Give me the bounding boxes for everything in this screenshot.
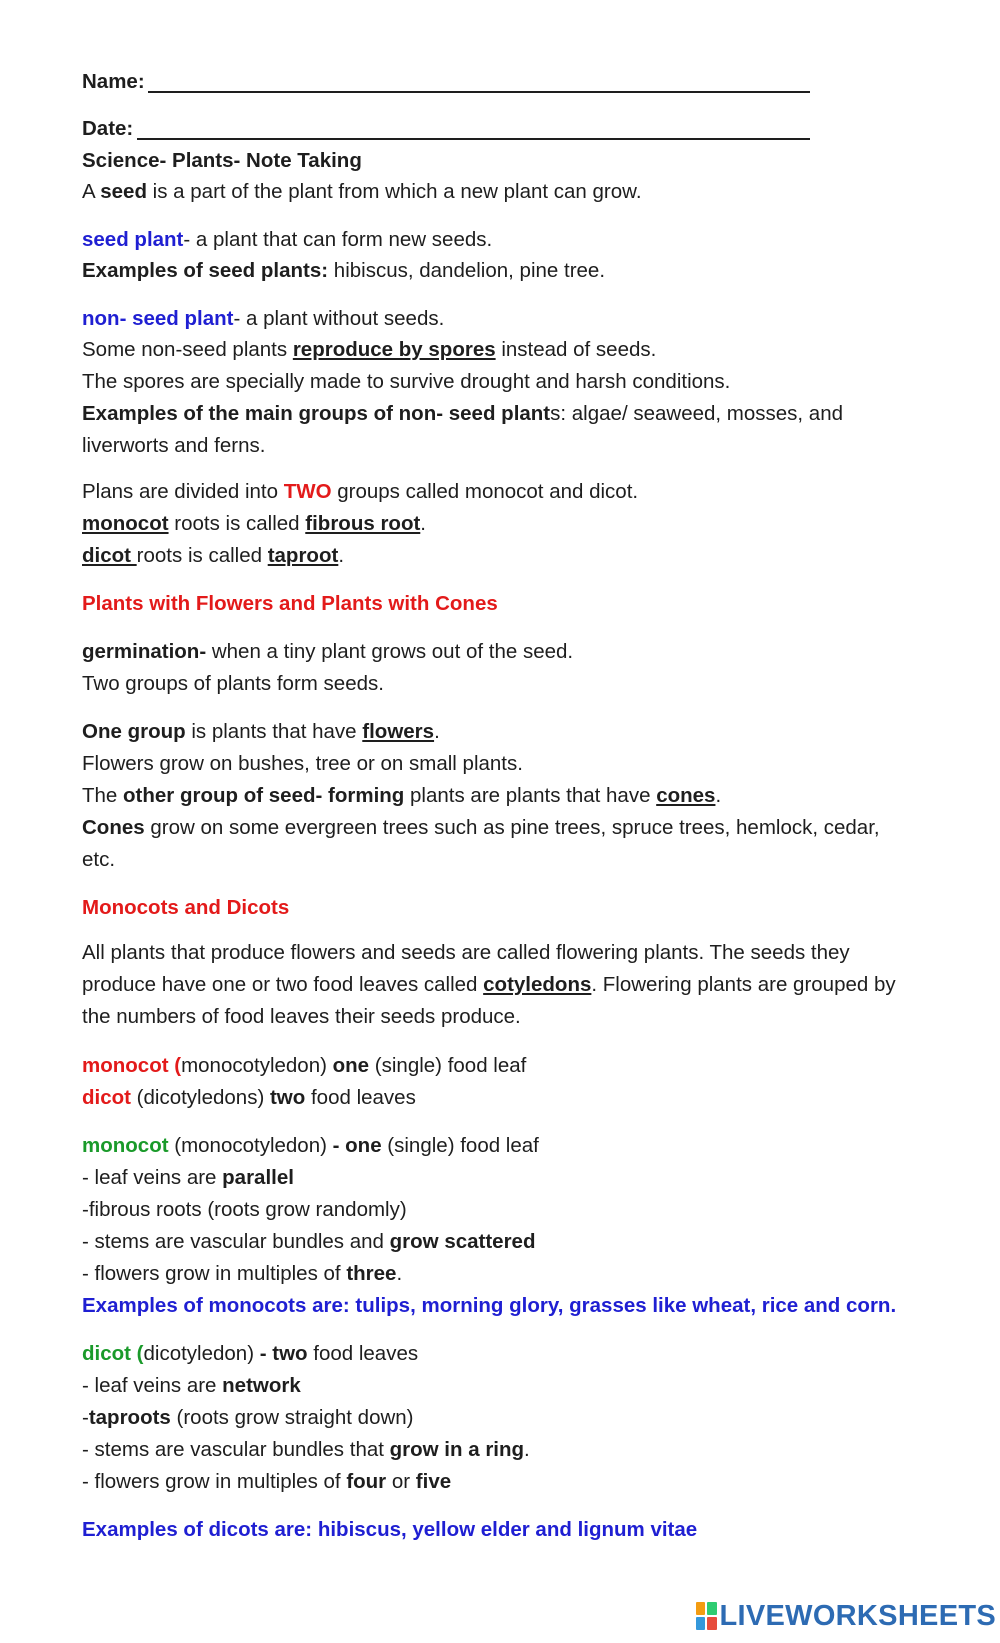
monocot-summary: monocot (monocotyledon) one (single) food leaf xyxy=(82,1054,527,1077)
name-input-line[interactable] xyxy=(148,91,810,93)
dicot-stems: - stems are vascular bundles that grow in a ring. xyxy=(82,1438,530,1461)
non-seed-plant-definition: non- seed plant- a plant without seeds. xyxy=(82,307,445,330)
non-seed-spores: Some non-seed plants reproduce by spores instead of seeds. xyxy=(82,338,657,361)
logo-square-2 xyxy=(707,1602,716,1615)
monocot-roots: monocot roots is called fibrous root. xyxy=(82,512,426,535)
seed-definition: A seed is a part of the plant from which a new plant can grow. xyxy=(82,180,642,203)
dicot-roots: dicot roots is called taproot. xyxy=(82,544,345,567)
one-group-flowers: One group is plants that have flowers. xyxy=(82,720,440,743)
section-heading-monocots-dicots: Monocots and Dicots xyxy=(82,896,290,919)
logo-grid-icon xyxy=(696,1602,717,1630)
monocot-roots-detail: -fibrous roots (roots grow randomly) xyxy=(82,1198,407,1221)
other-group-cones: The other group of seed- forming plants are plants that have cones. xyxy=(82,784,722,807)
section-heading-flowers-cones: Plants with Flowers and Plants with Cones xyxy=(82,592,498,615)
date-label: Date: xyxy=(82,117,134,140)
date-input-line[interactable] xyxy=(137,138,810,140)
name-label: Name: xyxy=(82,70,145,93)
seed-plant-examples: Examples of seed plants: hibiscus, dandelion, pine tree. xyxy=(82,259,606,282)
monocot-stems: - stems are vascular bundles and grow scattered xyxy=(82,1230,536,1253)
monocot-detail-title: monocot (monocotyledon) - one (single) food leaf xyxy=(82,1134,539,1157)
seed-plant-definition: seed plant- a plant that can form new seeds. xyxy=(82,228,493,251)
two-groups-text: Two groups of plants form seeds. xyxy=(82,672,384,695)
non-seed-examples: Examples of the main groups of non- seed plants: algae/ seaweed, mosses, and liverworts and ferns. xyxy=(82,402,844,457)
logo-square-1 xyxy=(696,1602,705,1615)
dicot-detail-title: dicot (dicotyledon) - two food leaves xyxy=(82,1342,419,1365)
liveworksheets-logo xyxy=(696,1598,996,1634)
monocot-veins: - leaf veins are parallel xyxy=(82,1166,294,1189)
dicot-veins: - leaf veins are network xyxy=(82,1374,301,1397)
logo-text: LIVEWORKSHEETS xyxy=(719,1599,996,1632)
dicot-roots-detail: -taproots (roots grow straight down) xyxy=(82,1406,414,1429)
flowering-plants-paragraph: All plants that produce flowers and seeds are called flowering plants. The seeds they produce have one or two food leaves called cotyledons. Flowering plants are grouped by the numbers of food leaves their seeds produce. xyxy=(82,941,896,1028)
germination-definition: germination- when a tiny plant grows out of the seed. xyxy=(82,640,574,663)
monocot-flowers: - flowers grow in multiples of three. xyxy=(82,1262,403,1285)
page-title: Science- Plants- Note Taking xyxy=(82,149,362,172)
logo-square-4 xyxy=(707,1617,716,1630)
dicot-flowers: - flowers grow in multiples of four or five xyxy=(82,1470,452,1493)
logo-square-3 xyxy=(696,1617,705,1630)
cones-text: Cones grow on some evergreen trees such as pine trees, spruce trees, hemlock, cedar, etc. xyxy=(82,816,880,871)
plant-groups: Plans are divided into TWO groups called monocot and dicot. xyxy=(82,480,639,503)
monocot-examples: Examples of monocots are: tulips, morning glory, grasses like wheat, rice and corn. xyxy=(82,1294,897,1317)
non-seed-spores-note: The spores are specially made to survive drought and harsh conditions. xyxy=(82,370,731,393)
dicot-examples: Examples of dicots are: hibiscus, yellow elder and lignum vitae xyxy=(82,1518,698,1541)
flowers-grow-text: Flowers grow on bushes, tree or on small plants. xyxy=(82,752,523,775)
dicot-summary: dicot (dicotyledons) two food leaves xyxy=(82,1086,416,1109)
